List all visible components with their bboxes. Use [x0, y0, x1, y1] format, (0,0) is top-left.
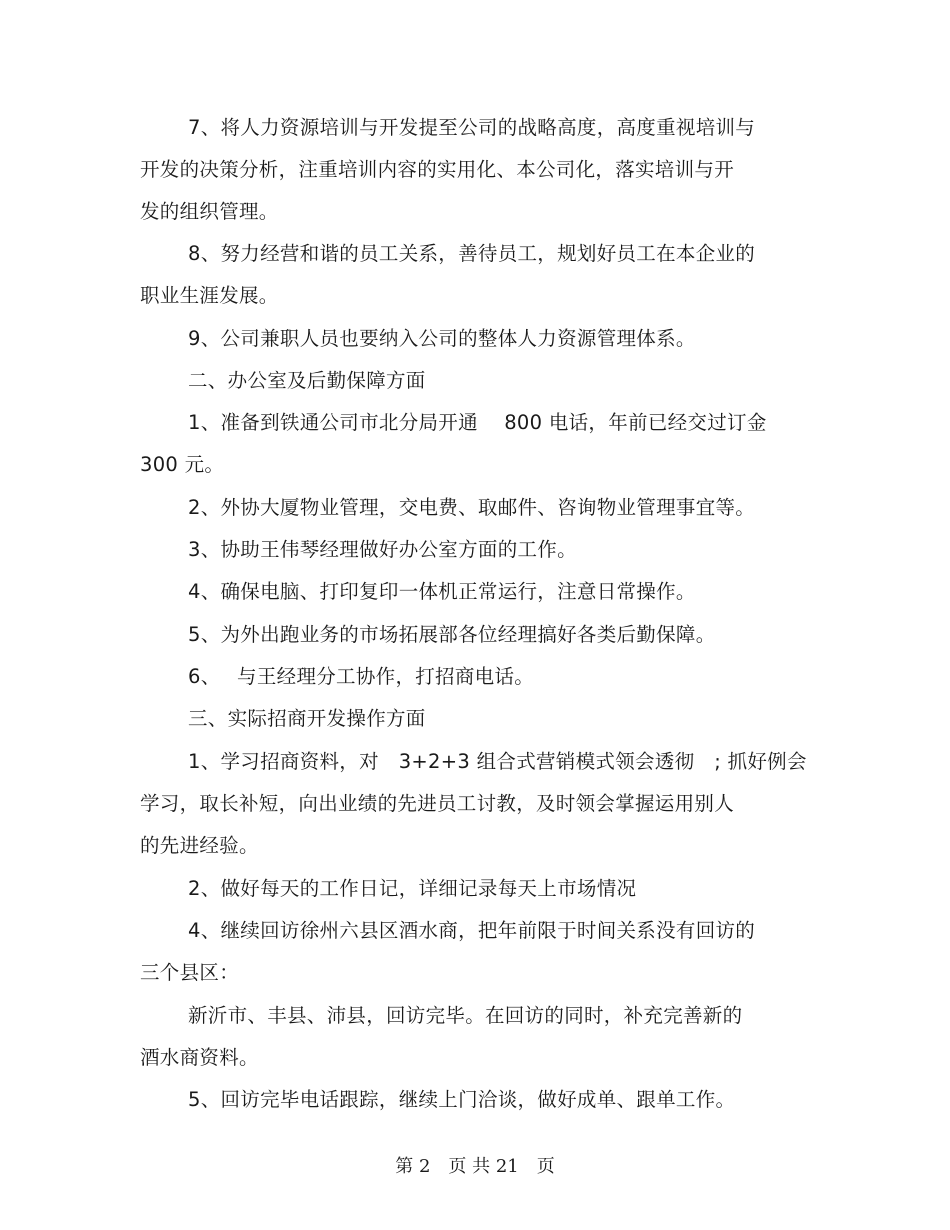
section-heading: 三、实际招商开发操作方面 [188, 707, 426, 730]
paragraph-line: 新沂市、丰县、沛县，回访完毕。在回访的同时，补充完善新的 [188, 1004, 743, 1027]
paragraph-line: 2、外协大厦物业管理，交电费、取邮件、咨询物业管理事宜等。 [188, 496, 756, 519]
paragraph-line: 7、将人力资源培训与开发提至公司的战略高度，高度重视培训与 [188, 116, 756, 139]
paragraph-line: 6、 与王经理分工协作，打招商电话。 [188, 665, 535, 688]
paragraph-line: 4、继续回访徐州六县区酒水商，把年前限于时间关系没有回访的 [188, 919, 756, 942]
paragraph-line: 3、协助王伟琴经理做好办公室方面的工作。 [188, 538, 577, 561]
paragraph-line: 9、公司兼职人员也要纳入公司的整体人力资源管理体系。 [188, 327, 696, 350]
paragraph-line: 1、准备到铁通公司市北分局开通 800 电话，年前已经交过订金 [188, 411, 767, 434]
section-heading: 二、办公室及后勤保障方面 [188, 369, 426, 392]
paragraph-line: 5、回访完毕电话跟踪，继续上门洽谈，做好成单、跟单工作。 [188, 1088, 736, 1111]
paragraph-line: 8、努力经营和谐的员工关系，善待员工，规划好员工在本企业的 [188, 242, 756, 265]
paragraph-line: 4、确保电脑、打印复印一体机正常运行，注意日常操作。 [188, 580, 696, 603]
paragraph-line: 1、学习招商资料，对 3+2+3 组合式营销模式领会透彻 ; 抓好例会 [188, 750, 807, 773]
paragraph-line: 酒水商资料。 [140, 1046, 259, 1069]
paragraph-line: 300 元。 [140, 453, 225, 476]
paragraph-line: 开发的决策分析，注重培训内容的实用化、本公司化，落实培训与开 [140, 158, 735, 181]
paragraph-line: 学习，取长补短，向出业绩的先进员工讨教，及时领会掌握运用别人 [140, 792, 735, 815]
paragraph-line: 5、为外出跑业务的市场拓展部各位经理搞好各类后勤保障。 [188, 623, 716, 646]
paragraph-line: 发的组织管理。 [140, 200, 279, 223]
paragraph-line: 的先进经验。 [140, 834, 259, 857]
paragraph-line: 职业生涯发展。 [140, 284, 279, 307]
paragraph-line: 三个县区： [140, 961, 240, 984]
page-number-footer: 第 2 页 共 21 页 [395, 1156, 555, 1177]
paragraph-line: 2、做好每天的工作日记，详细记录每天上市场情况 [188, 877, 637, 900]
